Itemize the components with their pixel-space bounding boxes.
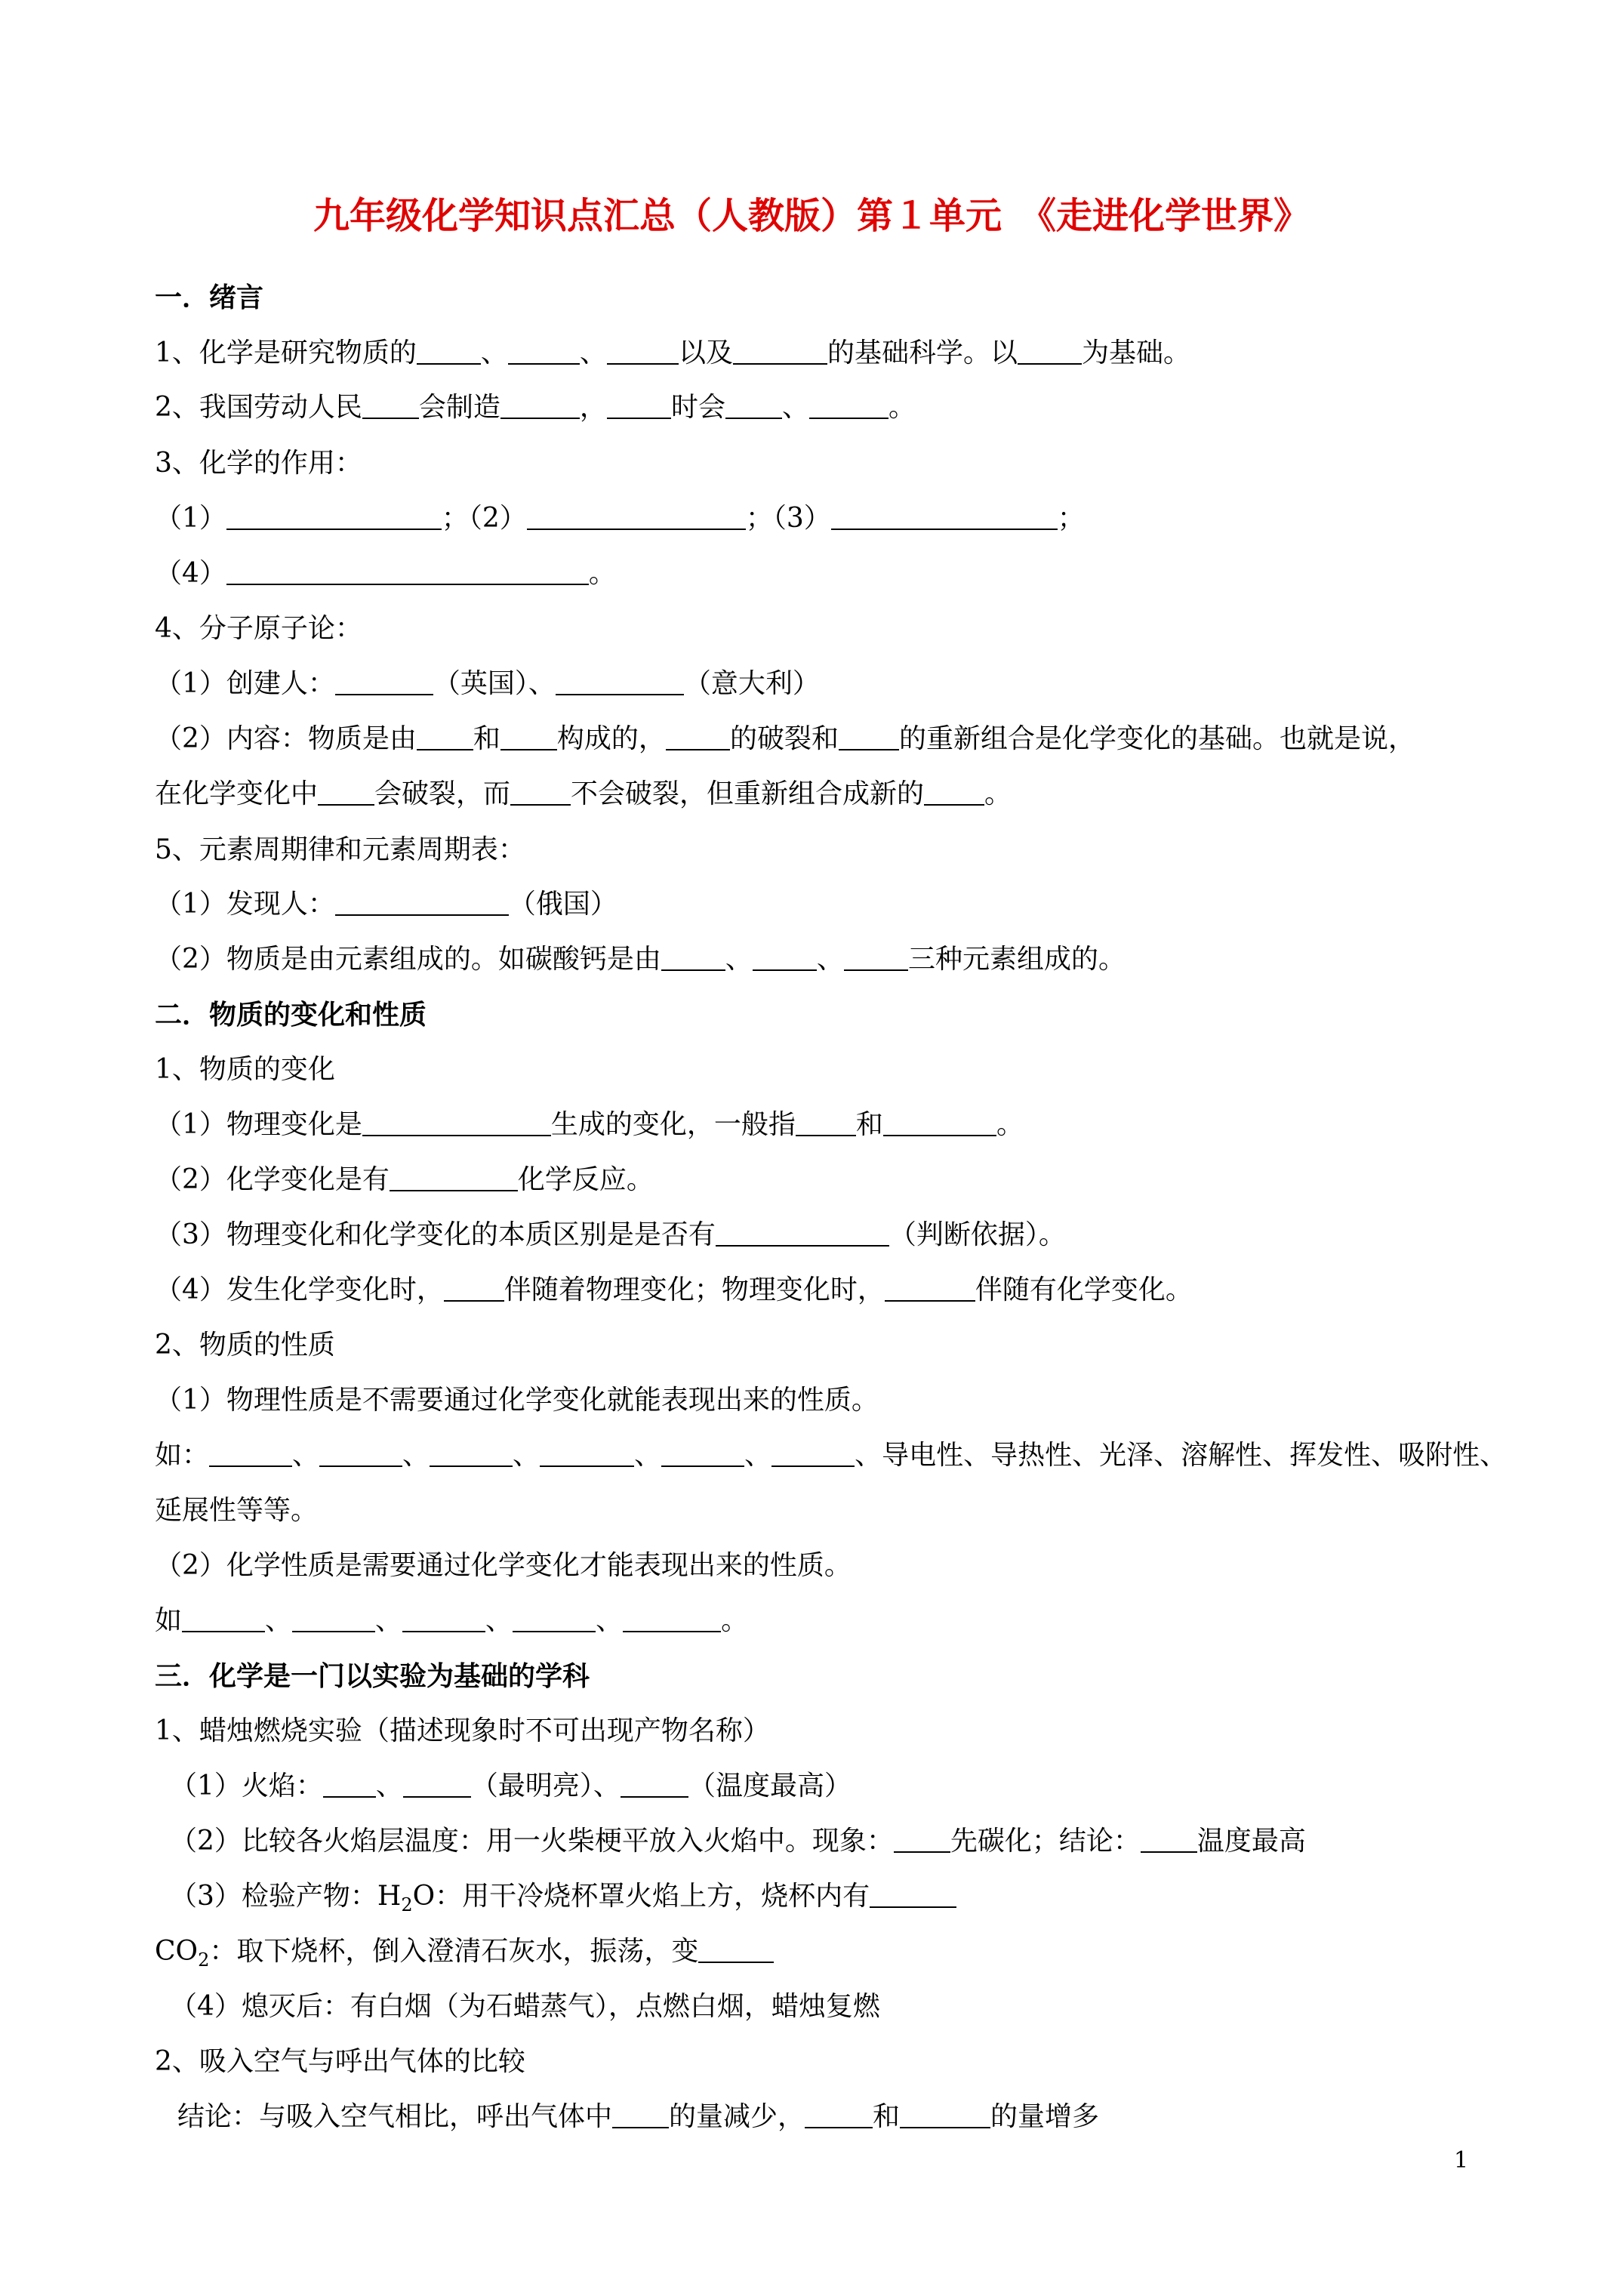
fill-in-blank xyxy=(390,1163,518,1191)
text-line xyxy=(0,445,1623,482)
fill-in-blank xyxy=(513,1604,596,1632)
fill-in-blank xyxy=(209,1438,292,1467)
text-fragment: 、 xyxy=(265,1605,293,1636)
text-fragment: 。 xyxy=(984,778,1012,809)
fill-in-blank xyxy=(894,1824,950,1853)
text-fragment: 和 xyxy=(855,1109,883,1140)
text-fragment: （2）化学变化是有 xyxy=(155,1164,390,1195)
text-fragment: CO xyxy=(155,1936,199,1967)
text-line xyxy=(0,1713,1623,1749)
text-line xyxy=(0,1878,1623,1915)
fill-in-blank xyxy=(623,1604,721,1632)
text-line xyxy=(0,1493,1623,1529)
fill-in-blank xyxy=(508,336,580,365)
fill-in-blank xyxy=(725,390,782,419)
text-fragment: （2）比较各火焰层温度：用一火柴梗平放入火焰中。现象： xyxy=(170,1826,894,1857)
text-fragment: （1）物理变化是 xyxy=(155,1109,362,1140)
fill-in-blank xyxy=(323,1769,376,1798)
text-line xyxy=(0,1272,1623,1308)
text-fragment: 、 xyxy=(485,1605,513,1636)
text-fragment: （4） xyxy=(155,558,226,589)
fill-in-blank xyxy=(607,390,671,419)
text-fragment: 、 xyxy=(375,1605,403,1636)
text-fragment: 、 xyxy=(480,337,508,368)
text-fragment: （判断依据）。 xyxy=(888,1219,1066,1250)
text-fragment: 一．绪言 xyxy=(155,282,264,313)
text-fragment: 1、蜡烛燃烧实验（描述现象时不可出现产物名称） xyxy=(155,1715,770,1746)
fill-in-blank xyxy=(698,1934,774,1963)
fill-in-blank xyxy=(844,942,908,971)
fill-in-blank xyxy=(500,390,580,419)
text-line xyxy=(0,1934,1623,1970)
text-line xyxy=(0,556,1623,592)
text-fragment: 。 xyxy=(588,558,616,589)
text-line xyxy=(0,611,1623,647)
fill-in-blank xyxy=(924,777,984,806)
fill-in-blank xyxy=(182,1604,265,1632)
text-line xyxy=(0,390,1623,426)
text-fragment: 伴随着物理变化；物理变化时， xyxy=(504,1274,885,1305)
text-fragment: （2）物质是由元素组成的。如碳酸钙是由 xyxy=(155,944,661,975)
text-fragment: （俄国） xyxy=(508,889,617,920)
text-line xyxy=(0,1382,1623,1419)
text-line xyxy=(0,832,1623,868)
text-fragment: （1）创建人： xyxy=(155,668,335,699)
fill-in-blank xyxy=(500,722,557,750)
fill-in-blank xyxy=(292,1604,375,1632)
fill-in-blank xyxy=(883,1108,996,1136)
text-fragment: 三．化学是一门以实验为基础的学科 xyxy=(155,1660,590,1692)
text-fragment: （4）熄灭后：有白烟（为石蜡蒸气），点燃白烟，蜡烛复燃 xyxy=(170,1991,880,2022)
text-fragment: 的基础科学。以 xyxy=(827,337,1018,368)
text-fragment: 、 xyxy=(781,392,809,423)
text-fragment: （3）检验产物：H xyxy=(170,1881,402,1912)
fill-in-blank xyxy=(527,501,746,530)
text-fragment: 化学反应。 xyxy=(517,1164,654,1195)
text-fragment: 、 xyxy=(402,1440,430,1471)
text-fragment: （意大利） xyxy=(683,668,820,699)
text-fragment: （英国）、 xyxy=(433,668,556,699)
text-fragment: 5、元素周期律和元素周期表： xyxy=(155,834,525,865)
page-title: 九年级化学知识点汇总（人教版）第１单元 《走进化学世界》 xyxy=(313,195,1310,237)
text-fragment: 、 xyxy=(725,944,753,975)
text-fragment: 温度最高 xyxy=(1196,1826,1306,1857)
text-fragment: 时会 xyxy=(670,392,725,423)
text-fragment: 构成的， xyxy=(556,723,666,754)
text-fragment: 和 xyxy=(873,2101,901,2132)
fill-in-blank xyxy=(319,1438,402,1467)
fill-in-blank xyxy=(716,1218,889,1247)
fill-in-blank xyxy=(900,2100,990,2128)
text-fragment: 会制造 xyxy=(418,392,500,423)
fill-in-blank xyxy=(1018,336,1082,365)
text-fragment: 2、我国劳动人民 xyxy=(155,392,362,423)
text-line xyxy=(0,1052,1623,1088)
text-fragment: 结论：与吸入空气相比，呼出气体中 xyxy=(177,2101,613,2132)
text-fragment: 。 xyxy=(888,392,916,423)
fill-in-blank xyxy=(607,336,679,365)
text-line xyxy=(0,1107,1623,1143)
text-line xyxy=(0,335,1623,371)
fill-in-blank xyxy=(809,390,888,419)
fill-in-blank xyxy=(556,667,684,695)
text-fragment: 以及 xyxy=(678,337,733,368)
text-line xyxy=(0,2044,1623,2080)
text-fragment: 的破裂和 xyxy=(729,723,839,754)
text-fragment: （3）物理变化和化学变化的本质区别是是否有 xyxy=(155,1219,716,1250)
text-fragment: 、 xyxy=(596,1605,624,1636)
text-fragment: 会破裂，而 xyxy=(374,778,511,809)
text-fragment: （1） xyxy=(155,503,226,534)
fill-in-blank xyxy=(885,1273,975,1302)
section-heading xyxy=(0,997,1623,1033)
fill-in-blank xyxy=(870,1879,956,1908)
text-line xyxy=(0,501,1623,537)
text-line xyxy=(0,1989,1623,2025)
text-fragment: O：用干冷烧杯罩火焰上方，烧杯内有 xyxy=(412,1881,870,1912)
text-fragment: 延展性等等。 xyxy=(155,1495,319,1526)
text-line xyxy=(0,1548,1623,1584)
text-fragment: 的重新组合是化学变化的基础。也就是说， xyxy=(898,723,1415,754)
text-fragment: 、 xyxy=(513,1440,540,1471)
text-fragment: ； xyxy=(1057,503,1085,534)
text-fragment: 三种元素组成的。 xyxy=(907,944,1126,975)
subscript: 2 xyxy=(401,1894,413,1915)
fill-in-blank xyxy=(753,942,817,971)
text-fragment: 的量减少， xyxy=(669,2101,805,2132)
section-heading xyxy=(0,1658,1623,1694)
fill-in-blank xyxy=(362,390,419,419)
text-fragment: ；（3） xyxy=(745,503,831,534)
fill-in-blank xyxy=(417,336,481,365)
text-line xyxy=(0,1603,1623,1639)
fill-in-blank xyxy=(839,722,899,750)
text-fragment: 伴随有化学变化。 xyxy=(975,1274,1193,1305)
text-fragment: （1）火焰： xyxy=(170,1771,323,1801)
text-line xyxy=(0,666,1623,702)
text-line xyxy=(0,1438,1623,1474)
text-fragment: ；（2） xyxy=(441,503,527,534)
text-fragment: 3、化学的作用： xyxy=(155,448,362,479)
text-fragment: 在化学变化中 xyxy=(155,778,319,809)
text-fragment: 、 xyxy=(634,1440,662,1471)
text-line xyxy=(0,1217,1623,1253)
text-fragment: （最明亮）、 xyxy=(470,1771,621,1801)
fill-in-blank xyxy=(540,1438,634,1467)
text-fragment: （4）发生化学变化时， xyxy=(155,1274,444,1305)
fill-in-blank xyxy=(661,1438,744,1467)
text-fragment: 为基础。 xyxy=(1081,337,1190,368)
text-line xyxy=(0,1162,1623,1198)
fill-in-blank xyxy=(612,2100,669,2128)
text-line xyxy=(0,1327,1623,1364)
text-fragment: 。 xyxy=(996,1109,1024,1140)
fill-in-blank xyxy=(402,1604,485,1632)
page-number: 1 xyxy=(1454,2147,1469,2174)
fill-in-blank xyxy=(318,777,374,806)
fill-in-blank xyxy=(417,722,473,750)
fill-in-blank xyxy=(771,1438,855,1467)
text-fragment: 、 xyxy=(375,1771,403,1801)
text-fragment: （1）发现人： xyxy=(155,889,335,920)
text-fragment: 2、物质的性质 xyxy=(155,1330,335,1361)
text-line xyxy=(0,721,1623,757)
fill-in-blank xyxy=(403,1769,471,1798)
text-fragment: 4、分子原子论： xyxy=(155,613,362,644)
text-fragment: 1、化学是研究物质的 xyxy=(155,337,417,368)
text-fragment: ：取下烧杯，倒入澄清石灰水，振荡，变 xyxy=(209,1936,699,1967)
fill-in-blank xyxy=(335,887,509,916)
text-fragment: 、 xyxy=(744,1440,772,1471)
text-fragment: 的量增多 xyxy=(990,2101,1100,2132)
text-fragment: 2、吸入空气与呼出气体的比较 xyxy=(155,2046,525,2077)
text-fragment: 先碳化；结论： xyxy=(950,1826,1141,1857)
text-fragment: 1、物质的变化 xyxy=(155,1054,335,1085)
text-fragment: 、 xyxy=(579,337,607,368)
fill-in-blank xyxy=(510,777,571,806)
text-fragment: 如： xyxy=(155,1440,210,1471)
text-fragment: ， xyxy=(579,392,607,423)
fill-in-blank xyxy=(362,1108,551,1136)
fill-in-blank xyxy=(666,722,730,750)
fill-in-blank xyxy=(335,667,433,695)
fill-in-blank xyxy=(796,1108,856,1136)
fill-in-blank xyxy=(733,336,827,365)
text-fragment: （2）化学性质是需要通过化学变化才能表现出来的性质。 xyxy=(155,1550,852,1581)
text-fragment: 如 xyxy=(155,1605,183,1636)
fill-in-blank xyxy=(621,1769,688,1798)
fill-in-blank xyxy=(444,1273,504,1302)
section-heading xyxy=(0,279,1623,316)
text-fragment: （2）内容：物质是由 xyxy=(155,723,417,754)
fill-in-blank xyxy=(831,501,1058,530)
fill-in-blank xyxy=(430,1438,513,1467)
text-fragment: （1）物理性质是不需要通过化学变化就能表现出来的性质。 xyxy=(155,1385,879,1416)
text-fragment: 。 xyxy=(721,1605,749,1636)
fill-in-blank xyxy=(226,556,589,585)
text-fragment: 生成的变化，一般指 xyxy=(550,1109,796,1140)
text-fragment: 和 xyxy=(473,723,500,754)
text-fragment: 、 xyxy=(292,1440,320,1471)
text-line xyxy=(0,1823,1623,1860)
text-line xyxy=(0,942,1623,978)
text-fragment: 不会破裂，但重新组合成新的 xyxy=(571,778,925,809)
fill-in-blank xyxy=(226,501,442,530)
text-line xyxy=(0,886,1623,923)
text-fragment: 、 xyxy=(816,944,844,975)
text-line xyxy=(0,2099,1623,2135)
fill-in-blank xyxy=(661,942,725,971)
fill-in-blank xyxy=(1141,1824,1197,1853)
text-line xyxy=(0,1768,1623,1804)
text-fragment: （温度最高） xyxy=(688,1771,852,1801)
fill-in-blank xyxy=(805,2100,873,2128)
text-fragment: 、导电性、导热性、光泽、溶解性、挥发性、吸附性、 xyxy=(855,1440,1508,1471)
subscript: 2 xyxy=(198,1949,210,1971)
text-fragment: 二．物质的变化和性质 xyxy=(155,999,427,1031)
text-line xyxy=(0,776,1623,812)
